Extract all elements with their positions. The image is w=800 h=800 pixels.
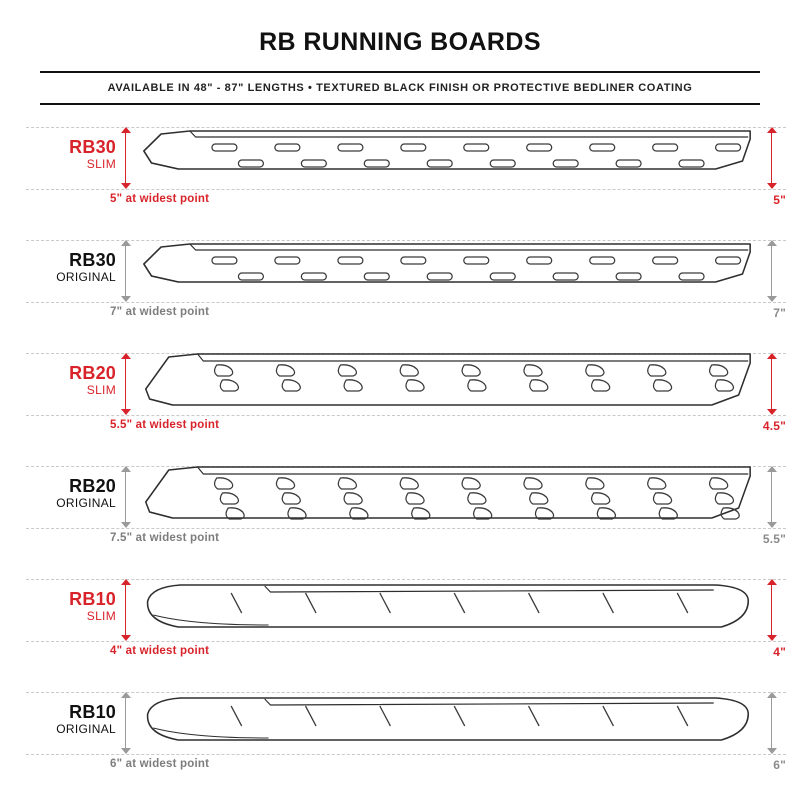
dimension-arrow-right xyxy=(766,353,778,415)
board-model: RB20 xyxy=(69,363,116,383)
board-row xyxy=(0,222,800,335)
board-illustration xyxy=(140,569,754,655)
board-label xyxy=(38,363,116,398)
arrowhead-up-icon xyxy=(121,692,131,698)
board-row xyxy=(0,674,800,787)
arrowhead-down-icon xyxy=(767,183,777,189)
measurement-height: 5" xyxy=(773,193,786,207)
board-rows xyxy=(0,109,800,787)
page-subtitle: AVAILABLE IN 48" - 87" LENGTHS • TEXTURED BLACK FINISH OR PROTECTIVE BEDLINER COATING xyxy=(107,82,693,94)
arrowhead-up-icon xyxy=(767,353,777,359)
arrowhead-up-icon xyxy=(767,127,777,133)
arrowhead-up-icon xyxy=(767,240,777,246)
arrowhead-up-icon xyxy=(121,579,131,585)
dimension-arrow-left xyxy=(120,127,132,189)
board-row xyxy=(0,109,800,222)
dimension-arrow-left xyxy=(120,692,132,754)
arrow-shaft xyxy=(771,357,772,411)
measurement-widest-point: 5.5" at widest point xyxy=(110,419,220,431)
measurement-height: 4" xyxy=(773,645,786,659)
arrowhead-up-icon xyxy=(121,466,131,472)
dimension-arrow-right xyxy=(766,466,778,528)
dimension-arrow-right xyxy=(766,240,778,302)
board-illustration xyxy=(140,682,754,768)
page-title: RB RUNNING BOARDS xyxy=(259,28,541,56)
arrow-shaft xyxy=(771,696,772,750)
arrowhead-down-icon xyxy=(767,748,777,754)
measurement-height: 5.5" xyxy=(762,532,786,546)
board-variant: ORIGINAL xyxy=(56,722,116,736)
board-variant: SLIM xyxy=(86,609,116,623)
measurement-widest-point: 7" at widest point xyxy=(110,306,210,318)
board-row xyxy=(0,561,800,674)
dimension-arrow-left xyxy=(120,466,132,528)
arrowhead-down-icon xyxy=(767,296,777,302)
dimension-arrow-right xyxy=(766,127,778,189)
board-label xyxy=(38,476,116,511)
arrowhead-up-icon xyxy=(767,466,777,472)
board-model: RB10 xyxy=(69,589,116,609)
board-illustration xyxy=(140,456,754,542)
arrow-shaft xyxy=(125,470,126,524)
board-illustration xyxy=(140,230,754,316)
board-illustration xyxy=(140,117,754,203)
arrowhead-up-icon xyxy=(121,240,131,246)
dimension-arrow-left xyxy=(120,353,132,415)
arrow-shaft xyxy=(125,131,126,185)
board-variant: ORIGINAL xyxy=(56,496,116,510)
arrowhead-up-icon xyxy=(767,579,777,585)
arrowhead-up-icon xyxy=(121,353,131,359)
arrow-shaft xyxy=(771,583,772,637)
board-model: RB30 xyxy=(69,250,116,270)
board-row xyxy=(0,335,800,448)
board-model: RB10 xyxy=(69,702,116,722)
board-illustration xyxy=(140,343,754,429)
arrow-shaft xyxy=(771,131,772,185)
page-header xyxy=(0,0,800,105)
dimension-arrow-right xyxy=(766,579,778,641)
measurement-height: 4.5" xyxy=(762,419,786,433)
measurement-widest-point: 6" at widest point xyxy=(110,758,210,770)
dimension-arrow-right xyxy=(766,692,778,754)
board-label xyxy=(38,137,116,172)
arrow-shaft xyxy=(125,696,126,750)
measurement-widest-point: 7.5" at widest point xyxy=(110,532,220,544)
arrowhead-down-icon xyxy=(121,296,131,302)
arrowhead-down-icon xyxy=(121,522,131,528)
arrow-shaft xyxy=(125,357,126,411)
measurement-widest-point: 5" at widest point xyxy=(110,193,210,205)
board-variant: SLIM xyxy=(86,157,116,171)
board-variant: SLIM xyxy=(86,383,116,397)
arrowhead-down-icon xyxy=(121,409,131,415)
arrowhead-up-icon xyxy=(767,692,777,698)
board-label xyxy=(38,589,116,624)
board-label xyxy=(38,702,116,737)
dimension-arrow-left xyxy=(120,240,132,302)
arrowhead-down-icon xyxy=(767,522,777,528)
arrowhead-down-icon xyxy=(121,183,131,189)
dimension-arrow-left xyxy=(120,579,132,641)
measurement-widest-point: 4" at widest point xyxy=(110,645,210,657)
arrowhead-up-icon xyxy=(121,127,131,133)
arrowhead-down-icon xyxy=(767,635,777,641)
board-row xyxy=(0,448,800,561)
board-model: RB30 xyxy=(69,137,116,157)
arrow-shaft xyxy=(771,470,772,524)
arrowhead-down-icon xyxy=(121,635,131,641)
board-model: RB20 xyxy=(69,476,116,496)
measurement-height: 7" xyxy=(773,306,786,320)
arrowhead-down-icon xyxy=(767,409,777,415)
arrow-shaft xyxy=(771,244,772,298)
arrowhead-down-icon xyxy=(121,748,131,754)
subtitle-divider xyxy=(40,103,760,105)
board-variant: ORIGINAL xyxy=(56,270,116,284)
measurement-height: 6" xyxy=(773,758,786,772)
board-label xyxy=(38,250,116,285)
arrow-shaft xyxy=(125,244,126,298)
arrow-shaft xyxy=(125,583,126,637)
